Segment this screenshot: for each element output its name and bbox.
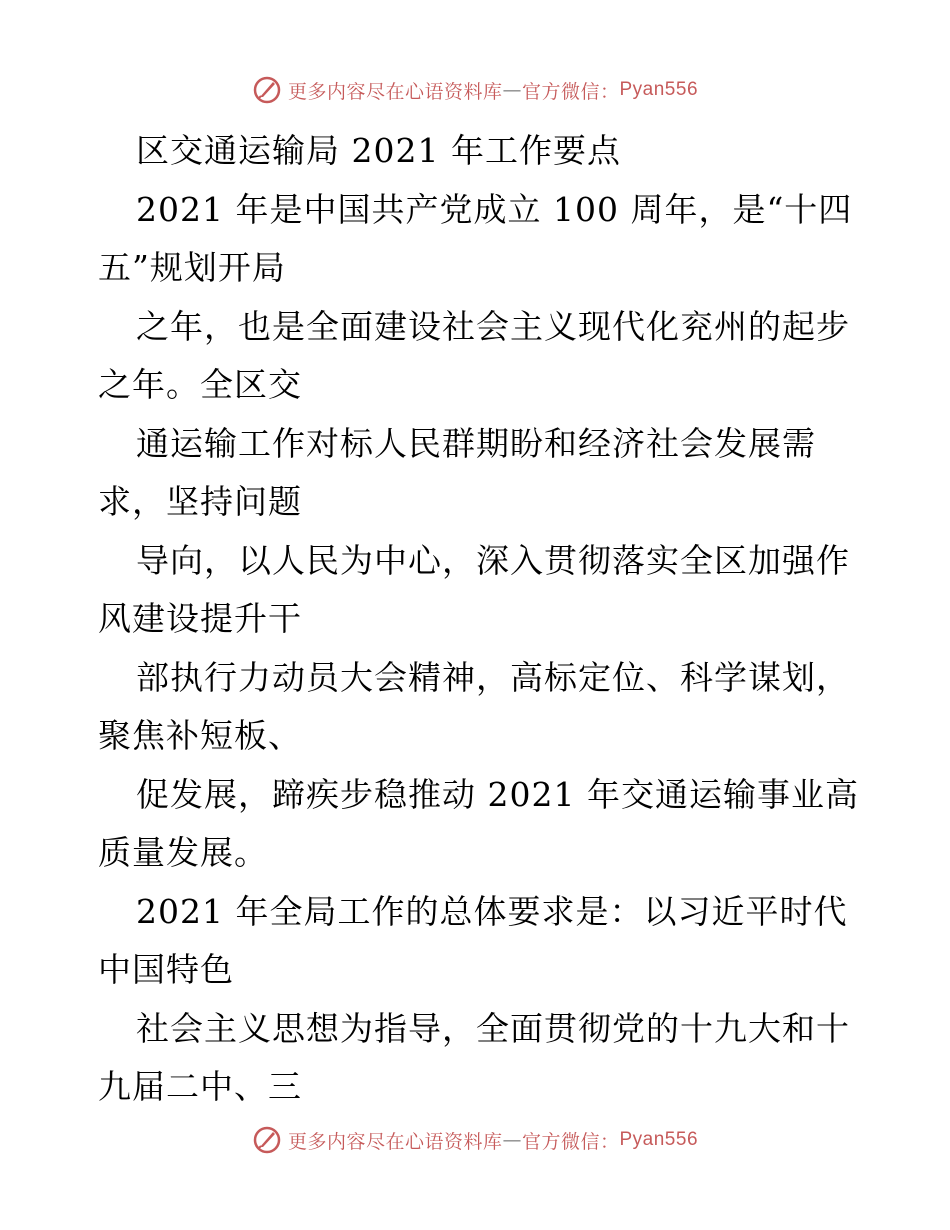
quill-logo-icon — [252, 1125, 282, 1155]
banner-separator: — — [502, 79, 522, 101]
quill-logo-icon — [252, 75, 282, 105]
footer-banner — [0, 1120, 950, 1160]
paragraph-line: 2021 年是中国共产党成立 100 周年，是“十四 — [136, 189, 853, 229]
banner-wechat-label: 官方微信： — [521, 1130, 620, 1153]
paragraph-line: 中国特色 — [98, 950, 234, 989]
paragraph-line: 导向，以人民为中心，深入贯彻落实全区加强作 — [136, 540, 850, 580]
banner-text: 更多内容尽在心语资料库 — [287, 80, 503, 103]
paragraph-line: 求，坚持问题 — [98, 482, 302, 521]
paragraph-line: 社会主义思想为指导，全面贯彻党的十九大和十 — [136, 1008, 850, 1048]
banner-wechat-label: 官方微信： — [521, 80, 620, 103]
paragraph-line: 促发展，蹄疾步稳推动 2021 年交通运输事业高 — [136, 774, 859, 814]
banner-separator: — — [502, 1129, 522, 1151]
header-banner — [0, 70, 950, 110]
paragraph-line: 之年，也是全面建设社会主义现代化兖州的起步 — [136, 306, 850, 346]
document-title: 区交通运输局 2021 年工作要点 — [136, 131, 621, 170]
paragraph-line: 五”规划开局 — [98, 248, 286, 287]
banner-account: Pyan556 — [619, 1129, 699, 1150]
banner-text: 更多内容尽在心语资料库 — [287, 1130, 503, 1153]
paragraph-line: 质量发展。 — [98, 833, 268, 872]
banner-account: Pyan556 — [619, 79, 699, 100]
paragraph-line: 2021 年全局工作的总体要求是：以习近平时代 — [136, 891, 848, 931]
paragraph-line: 部执行力动员大会精神，高标定位、科学谋划， — [136, 657, 850, 697]
paragraph-line: 之年。全区交 — [98, 365, 302, 404]
paragraph-line: 风建设提升干 — [98, 599, 302, 638]
paragraph-line: 九届二中、三 — [98, 1067, 302, 1106]
paragraph-line: 通运输工作对标人民群期盼和经济社会发展需 — [136, 423, 816, 463]
paragraph-line: 聚焦补短板、 — [98, 716, 302, 755]
document-body — [98, 122, 858, 1117]
